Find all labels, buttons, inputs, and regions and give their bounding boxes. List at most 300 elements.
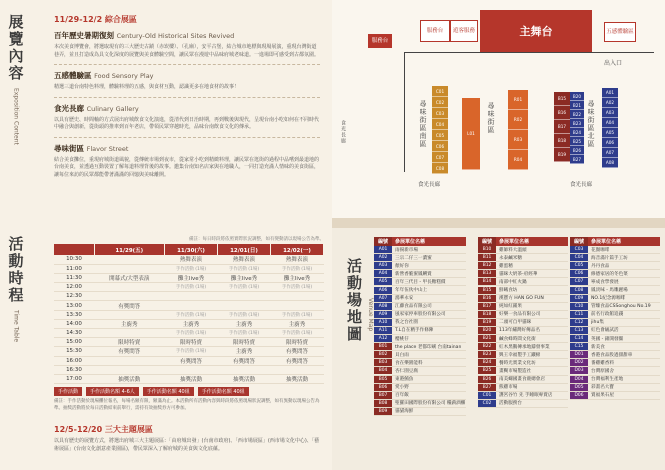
booth-id-badge: C13 [570,327,588,334]
time-cell: 14:00 [54,319,94,328]
exhibitor-name: jihu集 [591,320,604,326]
booth-c05[interactable]: C05 [432,130,448,141]
event-cell [94,283,165,292]
booth-b17[interactable]: B17 [554,120,570,134]
event-cell: 限時特賣 [271,338,324,347]
exhibitor-name: 東港鮪魚 [395,377,414,383]
booth-id-badge: D05 [570,384,588,391]
booth-b18[interactable]: B18 [554,134,570,148]
exhibitor-name: 前名行政館追錢 [591,312,624,318]
booth-b22[interactable]: B22 [570,110,584,119]
booth-id-badge: A12 [374,335,392,342]
timetable-row [54,283,324,292]
exhibitor-name: 餐時光實業文化坊 [499,360,536,366]
timetable-row [54,310,324,319]
exhibitor-name: 英國 - 錦開發團 [591,336,624,342]
list-item [478,343,568,351]
booth-b26[interactable]: B26 [570,146,584,155]
list-item [570,286,660,294]
event-cell: 抽獎活動 [165,374,218,383]
list-item [570,303,660,311]
exhibitor-name: 護宮谷竹 先 手睡眠專賣店 [499,393,553,399]
booth-id-badge: C01 [478,392,496,399]
booth-id-badge: A11 [374,327,392,334]
booth-a01[interactable]: A01 [602,88,618,98]
event-cell: 手作活動 (1場) [165,264,218,273]
list-item [374,392,466,400]
list-item [570,392,660,400]
event-cell: 攤主live秀 [165,273,218,282]
event-cell: 主廚秀 [271,319,324,328]
right-page [332,0,665,470]
list-item [374,376,466,384]
event-cell: 手作活動 (1場) [165,347,218,356]
list-item [374,303,466,311]
list-item [374,408,466,416]
event-cell: 攤主live秀 [271,273,324,282]
booth-a07[interactable]: A07 [602,148,618,158]
booth-id-badge: A02 [374,254,392,261]
footer-tag: 手作活動名額 4-6人 [86,387,139,396]
booth-column-r [508,90,528,170]
map-wall [404,52,405,172]
exhibitor-name: 百年飯 [395,393,409,399]
exhibitor-name: 愛小野 [395,385,409,391]
booth-c02[interactable]: C02 [432,97,448,108]
exhibitor-name: 好樂一食品有限公司 [499,312,541,318]
booth-b27[interactable]: B27 [570,155,584,164]
booth-c04[interactable]: C04 [432,119,448,130]
footer-tag: 手作活動名額 40組 [198,387,249,396]
list-item [374,254,466,262]
booth-id-badge: B04 [374,367,392,374]
booth-a05[interactable]: A05 [602,128,618,138]
divider [54,97,320,98]
event-cell: 手作活動 (1場) [271,310,324,319]
list-item [374,359,466,367]
list-item [478,327,568,335]
booth-b21[interactable]: B21 [570,101,584,110]
event-cell: 手作活動 (1場) [218,310,271,319]
event-cell [94,292,165,301]
timetable-row [54,347,324,356]
booth-id-badge: B22 [478,343,496,350]
exhibitor-name: T.L自在精手作條陳 [395,328,434,334]
time-cell: 15:30 [54,347,94,356]
event-cell: 熱舞表演 [165,255,218,264]
event-cell: 手作活動 (1場) [165,283,218,292]
booth-id-badge: A05 [374,278,392,285]
booth-id-badge: B03 [374,359,392,366]
exhibitor-name: 賣福果石屋 [591,393,614,399]
list-item [374,319,466,327]
event-cell: 主廚秀 [218,347,271,356]
booth-id-badge: C09 [570,295,588,302]
exhibitor-name: 花圈咖啡 [591,247,610,253]
booth-id-badge: B12 [478,262,496,269]
booth-r01[interactable]: R01 [508,90,528,110]
timetable-row [54,292,324,301]
booth-id-badge: C06 [570,270,588,277]
event-cell: 抽獎活動 [218,374,271,383]
booth-id-badge: B10 [478,246,496,253]
event-cell: 抽獎活動 [94,374,165,383]
booth-id-badge: C03 [570,246,588,253]
timetable-header: 12/02(一) [271,244,324,255]
exhibitor-name: 台灣福利生產地 [591,377,624,383]
divider [54,137,320,138]
list-item [374,295,466,303]
booth-id-badge: A07 [374,295,392,302]
time-cell: 10:30 [54,255,94,264]
booth-c06[interactable]: C06 [432,141,448,152]
event-cell: 有獎問答 [94,347,165,356]
exhibitor-name: 管臻食品CSSonghou No.19 [591,304,651,310]
exhibitor-list-2 [478,237,568,408]
list-item [478,270,568,278]
exhibit-side-title: 展覽內容 [6,14,25,82]
list-item [570,262,660,270]
event-cell: 有獎問答 [94,301,165,310]
list-item [374,351,466,359]
booth-c03[interactable]: C03 [432,108,448,119]
booth-id-badge: C02 [478,400,496,407]
event-cell: 手作活動 (1場) [218,329,271,338]
exhibitor-name: 聖羅田國際股份有限公司 糧薪酒櫃 [395,401,466,407]
exhibitor-name: 修德家居的冬色菜 [591,271,628,277]
timetable-side-heading [5,236,27,342]
booth-id-badge: D06 [570,392,588,399]
exhibitor-name: 台灣原國舍 [591,368,614,374]
time-cell: 13:00 [54,301,94,310]
booth-id-badge: B26 [478,376,496,383]
event-cell: 限時特賣 [94,338,165,347]
list-header-id: 編號 [374,237,392,246]
booth-id-badge: B13 [478,270,496,277]
list-item [570,311,660,319]
booth-id-badge: B18 [478,311,496,318]
event-cell: 熱舞表演 [271,255,324,264]
list-item [478,367,568,375]
list-item [478,295,568,303]
booth-id-badge: C11 [570,311,588,318]
exhibitor-name: 新營香脆蜜鳳蜊賣 [395,271,432,277]
booth-b15[interactable]: B15 [554,92,570,106]
zone-south-label: 尋味街區南區 [419,100,427,148]
list-item [570,351,660,359]
exhibitor-name: 食在樂園能料 [395,360,423,366]
exhibitor-name: 江藤食品有限公司 [395,304,432,310]
time-cell: 12:30 [54,292,94,301]
main-stage: 主舞台 [480,10,592,52]
exhibitor-name: 百年三代目 - 甲長糖糕價 [395,279,446,285]
event-cell: 有獎問答 [218,356,271,365]
booth-column-c [432,86,448,174]
list-item [478,246,568,254]
timetable-row [54,264,324,273]
list-header-name: 參展單位名稱 [588,237,660,246]
exit-label: 出入口 [604,60,623,67]
list-item [374,400,466,408]
exhibitor-name: 三宗二仔三一濃蜜 [395,255,432,261]
zone-north-label: 尋味街區北區 [587,100,595,148]
service-box: 服務台 [420,20,450,42]
booth-id-badge: A10 [374,319,392,326]
theme-section [54,424,320,453]
exhibitor-name: the place 老都印刷 台南tainan [395,344,462,350]
exhibitor-name: 漢寶方 HAN GO FUN [499,296,544,302]
list-item [478,319,568,327]
list-header-id: 編號 [478,237,496,246]
section-title: 尋味街區 Flavor Street [54,143,129,153]
booth-id-badge: B17 [478,303,496,310]
time-cell: 15:00 [54,338,94,347]
exhibitor-name: 番雞雞香料 [591,360,614,366]
booth-b24[interactable]: B24 [570,128,584,137]
booth-b25[interactable]: B25 [570,137,584,146]
exhibitor-list-1 [374,237,466,416]
booth-id-badge: B25 [478,367,496,374]
booth-b23[interactable]: B23 [570,119,584,128]
booth-column-a [602,88,618,168]
exhibitor-name: 海音滿片篇手工坊 [591,255,628,261]
exhibitor-name: 我之台社園 [395,320,418,326]
list-item [478,359,568,367]
list-item [478,376,568,384]
event-cell: 有獎問答 [165,356,218,365]
booth-id-badge: B01 [374,343,392,350]
booth-id-badge: A03 [374,262,392,269]
timetable-footer-tags [54,387,324,396]
exhibitor-name: 鮮曦食坊 [499,288,518,294]
event-cell: 有獎問答 [271,356,324,365]
booth-id-badge: C15 [570,343,588,350]
event-cell: 限時特賣 [218,338,271,347]
list-item [570,278,660,286]
time-cell: 17:00 [54,374,94,383]
exhibitor-name: 櫻桃仔 [395,336,409,342]
guide-subtitle: Venue Map [367,298,374,332]
booth-c07[interactable]: C07 [432,152,448,163]
list-item [570,246,660,254]
event-cell: 主廚秀 [218,319,271,328]
event-cell [271,292,324,301]
time-cell: 16:30 [54,365,94,374]
exhibitor-name: 雞蛋精 [499,263,513,269]
list-item [570,367,660,375]
booth-b19[interactable]: B19 [554,148,570,162]
exhibitor-name: 鹹食蜂時間文化街 [499,336,536,342]
booth-b16[interactable]: B16 [554,106,570,120]
exhibitor-name: 杏仁園豆腐 [395,368,418,374]
map-wall [404,52,654,53]
timetable-remark: 備註：手作活動於現場攤位報名，每場名額有限，額滿為止。本活動所有活動內容與時段將依照現場狀況調整，如有異動以現場公告為準。抽獎活動將於每日活動結束前舉行，需持有效抽獎券方可參加。 [54,399,320,411]
timetable-row [54,301,324,310]
exhibit-side-subtitle: Exposition Content [12,88,20,145]
theme-text: 以具有歷史的展覽方式，將選出府城三大主題展區：「由府城出發」(台南市政府)、「西市場展區」(西市場文化中心)、「藝術展區」(台南文化創意產業園區)，帶民眾深入了解府城的美食與文化底蘊。 [54,438,320,452]
booth-id-badge: B08 [374,400,392,407]
exhibitor-name: 興王幸福製手工鐵棉 [499,352,541,358]
booth-a06[interactable]: A06 [602,138,618,148]
booth-id-badge: C12 [570,319,588,326]
booth-id-badge: B21 [478,335,496,342]
booth-c08[interactable]: C08 [432,163,448,174]
list-item [478,278,568,286]
timetable-row [54,329,324,338]
left-page [0,0,332,470]
section-text: 結合美食攤位，重現府城街道風貌，從傳統市場到夜市，從家常小吃到精緻料理，讓民眾在逛街的過程中品嚐到最道地的台南美食，並透過互動裝置了解每道料理背後的故事。邀集台南知名店家與在地職人，一同打造充滿人情味的美食街區，讓每位來訪的民眾都能帶著滿滿的回憶與美味離開。 [54,156,320,178]
list-item [570,376,660,384]
list-header [478,237,568,246]
list-item [374,278,466,286]
timetable-row [54,319,324,328]
corridor-bottom-label: 食光長廊 [418,182,441,188]
booth-r03[interactable]: R03 [508,130,528,150]
event-cell: 攤主live秀 [218,273,271,282]
list-header [374,237,466,246]
list-item [570,254,660,262]
list-item [570,384,660,392]
event-cell: 手作活動 (1場) [271,329,324,338]
section-text: 以具有歷史、時間軸的方式展出府城飲食文化演進，從清代到日治時期，再到戰後與現代，呈現台南小吃如何在不同時代中融合與創新，從街頭的推車到百年老店，帶領民眾穿越時光，品味台南飲食文化的傳承。 [54,116,320,130]
event-cell: 主廚秀 [165,319,218,328]
footer-tag: 手作活動 [54,387,82,396]
list-item [478,311,568,319]
booth-a08[interactable]: A08 [602,158,618,168]
event-cell: 手作活動 (1場) [271,283,324,292]
booth-a04[interactable]: A04 [602,118,618,128]
exhibitor-name: 南部中紅火鍋 [499,279,527,285]
booth-id-badge: A04 [374,270,392,277]
timetable-table [54,244,324,384]
venue-map [332,0,665,222]
booth-r04[interactable]: R04 [508,150,528,170]
exhibitor-name: 年年伍伙中山上 [395,288,428,294]
list-item [374,327,466,335]
zone-center-label: 尋味街區 [487,102,495,134]
booth-id-badge: B06 [374,384,392,391]
corridor-label: 食光長廊 [340,120,346,144]
timetable-note: 備註：每日時段將依照實際狀況調整，如有變動請以現場公告為準。 [189,237,324,242]
list-header-id: 編號 [570,237,588,246]
booth-id-badge: C10 [570,303,588,310]
section-title: 五感體驗區 Food Sensory Play [54,71,154,80]
event-cell: 限時特賣 [165,338,218,347]
list-item [374,270,466,278]
event-cell: 開幕式/大型表演 [94,273,165,282]
list-item [570,359,660,367]
event-cell [218,365,271,374]
five-senses-box: 五感體驗區 [604,22,636,42]
event-cell [165,292,218,301]
list-item [374,286,466,294]
timetable-header: 12/01(日) [218,244,271,255]
exhibitor-name: 雨揚新市場 [395,247,418,253]
event-cell [271,365,324,374]
booth-id-badge: B27 [478,384,496,391]
exhibitor-name: 雞師料大溫頭 [499,247,527,253]
timetable-row [54,365,324,374]
list-header-name: 參展單位名稱 [496,237,568,246]
booth-b20[interactable]: B20 [570,92,584,101]
venue-guide [332,228,665,470]
guide-heading [344,258,374,343]
booth-id-badge: B20 [478,327,496,334]
exhibitor-name: 彩畫名大寶 [591,385,614,391]
list-item [570,295,660,303]
exhibitor-name: 永泰鹹米糖 [499,255,522,261]
event-cell: 有獎問答 [271,347,324,356]
list-item [478,392,568,400]
exhibitor-name: 南美螺國畫食鹿總會店 [499,377,545,383]
exhibitor-name: 顏好你 [395,263,409,269]
list-header [570,237,660,246]
timetable-row [54,338,324,347]
exhibitor-name: 畫糊市場製造社 [499,368,532,374]
booth-id-badge: A08 [374,303,392,310]
booth-column-b1 [554,92,570,162]
list-item [570,270,660,278]
timetable-side-subtitle: Time Table [12,310,20,343]
time-cell: 11:30 [54,273,94,282]
section-title: 食光長廊 Culinary Gallery [54,103,139,113]
list-header-name: 參展單位名稱 [392,237,466,246]
booth-id-badge: B15 [478,287,496,294]
time-cell: 14:30 [54,329,94,338]
exhibitor-name: 香港食品股過甜甜車 [591,352,633,358]
exhibitor-list-3 [570,237,660,400]
timetable-row [54,356,324,365]
event-cell: 手作活動 (1場) [271,264,324,273]
booth-id-badge: B11 [478,254,496,261]
exhibitor-name: 新美食 [591,344,605,350]
exhibitor-name: 丹丹食品 [591,263,610,269]
event-cell [94,255,165,264]
booth-id-badge: B05 [374,376,392,383]
booth-l01[interactable]: L01 [462,98,480,170]
list-item [374,384,466,392]
event-cell [165,365,218,374]
exhibitor-name: 二頭可自甲貓咪 [499,320,532,326]
booth-id-badge: C04 [570,254,588,261]
event-cell [94,365,165,374]
booth-a02[interactable]: A02 [602,98,618,108]
timetable-side-title: 活動時程 [6,236,25,304]
event-cell [94,264,165,273]
booth-id-badge: C05 [570,262,588,269]
service-desk-tag: 服務台 [368,34,392,48]
booth-id-badge: B07 [374,392,392,399]
event-cell [94,310,165,319]
booth-id-badge: B02 [374,351,392,358]
exhibitor-name: 紅木黑鵝傳承地鑄發事業 [499,344,550,350]
divider [54,64,320,65]
booth-id-badge: B09 [374,408,392,415]
booth-r02[interactable]: R02 [508,110,528,130]
list-item [478,351,568,359]
exhibitor-name: 紅色會級試活 [591,328,619,334]
exhibitor-name: 活動服務台 [499,401,522,407]
list-item [374,343,466,351]
booth-a03[interactable]: A03 [602,108,618,118]
visitor-service-box: 遊客服務 [450,20,478,42]
booth-column-b2 [570,92,584,164]
booth-id-badge: D02 [570,359,588,366]
timetable-row [54,374,324,383]
booth-c01[interactable]: C01 [432,86,448,97]
list-item [478,384,568,392]
booth-id-badge: C07 [570,278,588,285]
